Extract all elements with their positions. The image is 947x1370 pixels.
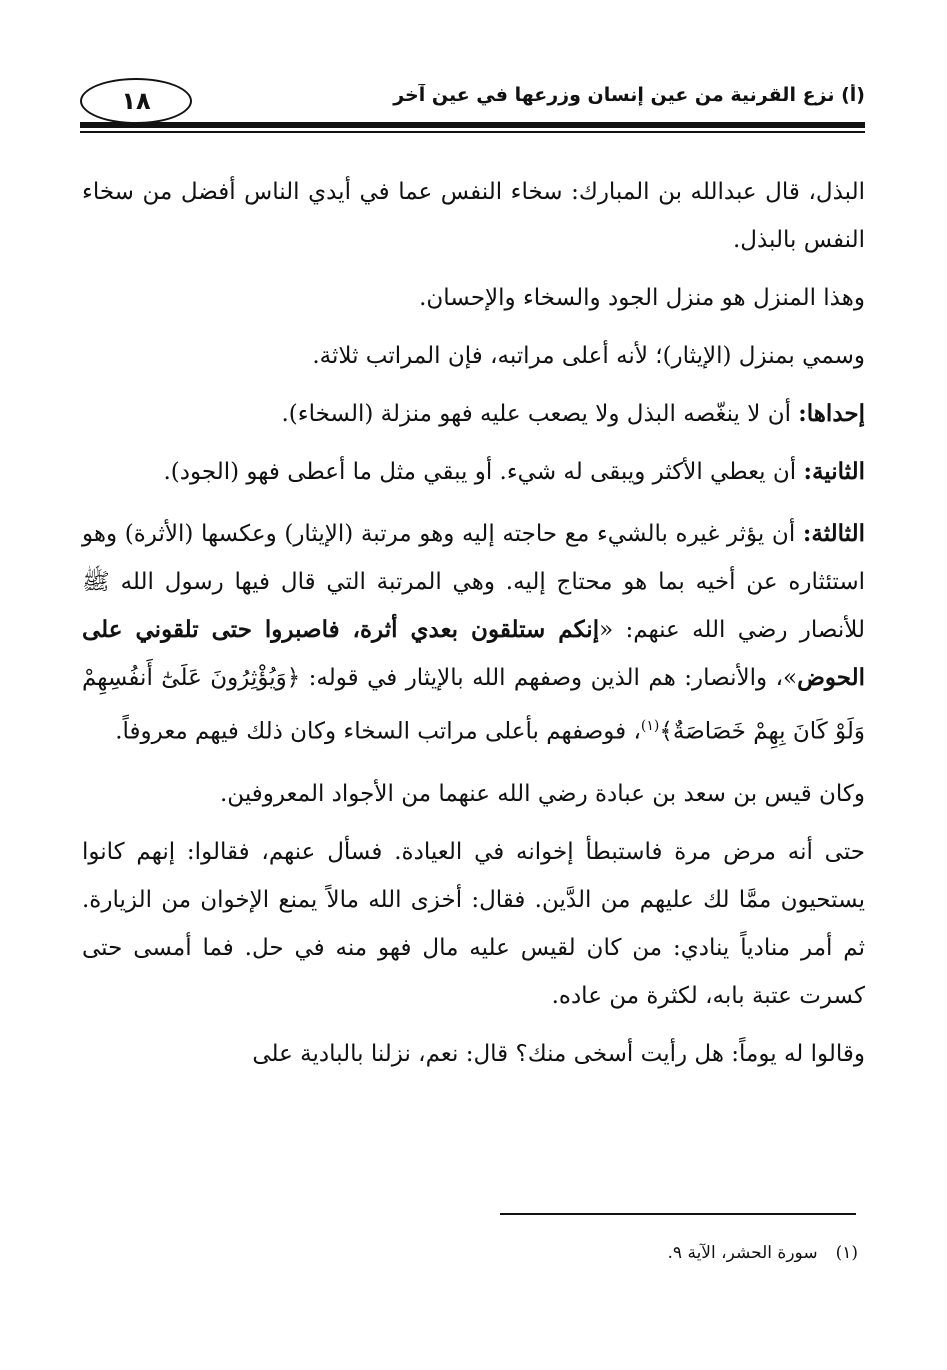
paragraph-7: وكان قيس بن سعد بن عبادة رضي الله عنهما من الأجواد المعروفين. [220,780,865,807]
paragraph-lead: إحداها: [798,400,865,427]
paragraph-text: »، والأنصار: هم الذين وصفهم الله بالإيثار في قوله: ﴿وَيُؤْثِرُونَ عَلَىٰٓ أَنفُسِهِمْ وَلَوْ كَانَ بِهِمْ خَصَاصَةٌ﴾ [82,665,865,745]
body-text [82,168,865,1092]
page-number: ١٨ [121,87,151,115]
paragraph-6 [82,510,865,756]
paragraph-5 [82,448,865,496]
hadith-quote: إنكم ستلقون بعدي أثرة، فاصبروا حتى تلقوني على الحوض [82,616,865,691]
paragraph-lead: الثالثة: [802,520,865,547]
paragraph-3: وسمي بمنزل (الإيثار)؛ لأنه أعلى مراتبه، فإن المراتب ثلاثة. [312,343,865,369]
footnote-reference[interactable]: (١) [640,718,660,734]
footnote-text: سورة الحشر، الآية ٩. [667,1243,818,1263]
paragraph-8: حتى أنه مرض مرة فاستبطأ إخوانه في العيادة. فسأل عنهم، فقالوا: إنهم كانوا يستحيون ممَّا لك عليهم من الدَّين. فقال: أخزى الله مالاً يمنع الإخوان من الزيارة. ثم أمر منادياً ينادي: من كان لقيس عليه مال فهو منه في حل. فما أمسى حتى كسرت عتبة بابه، لكثرة من عاده. [82,838,865,1009]
paragraph-text: أن يؤثر غيره بالشيء مع حاجته إليه وهو مرتبة (الإيثار) وعكسها (الأثرة) وهو استئثاره عن أخيه بما هو محتاج إليه. وهي المرتبة التي قال فيها رسول الله ﷺ للأنصار رضي الله عنهم: « [82,521,866,643]
paragraph-2: وهذا المنزل هو منزل الجود والسخاء والإحسان. [419,285,865,311]
paragraph-text: ، فوصفهم بأعلى مراتب السخاء وكان ذلك فيهم معروفاً. [115,718,641,745]
paragraph-9: وقالوا له يوماً: هل رأيت أسخى منك؟ قال: نعم، نزلنا بالبادية على [252,1040,865,1067]
paragraph-4 [82,390,865,438]
header-rule-thick [80,122,865,128]
footnote-marker: (١) [835,1243,858,1263]
paragraph-text: أن لا ينغّصه البذل ولا يصعب عليه فهو منزلة (السخاء). [281,401,799,427]
running-title: (أ) نزع القرنية من عين إنسان وزرعها في عين آخر [393,84,865,106]
page-number-badge [80,78,192,124]
paragraph-text: أن يعطي الأكثر ويبقى له شيء. أو يبقي مثل ما أعطى فهو (الجود). [163,459,804,485]
footnote-separator [500,1213,856,1215]
paragraph-lead: الثانية: [803,458,865,485]
footnote [500,1243,858,1263]
paragraph-1: البذل، قال عبدالله بن المبارك: سخاء النفس عما في أيدي الناس أفضل من سخاء النفس بالبذل. [82,179,865,253]
page-header [80,78,865,140]
header-rule-thin [80,131,865,133]
